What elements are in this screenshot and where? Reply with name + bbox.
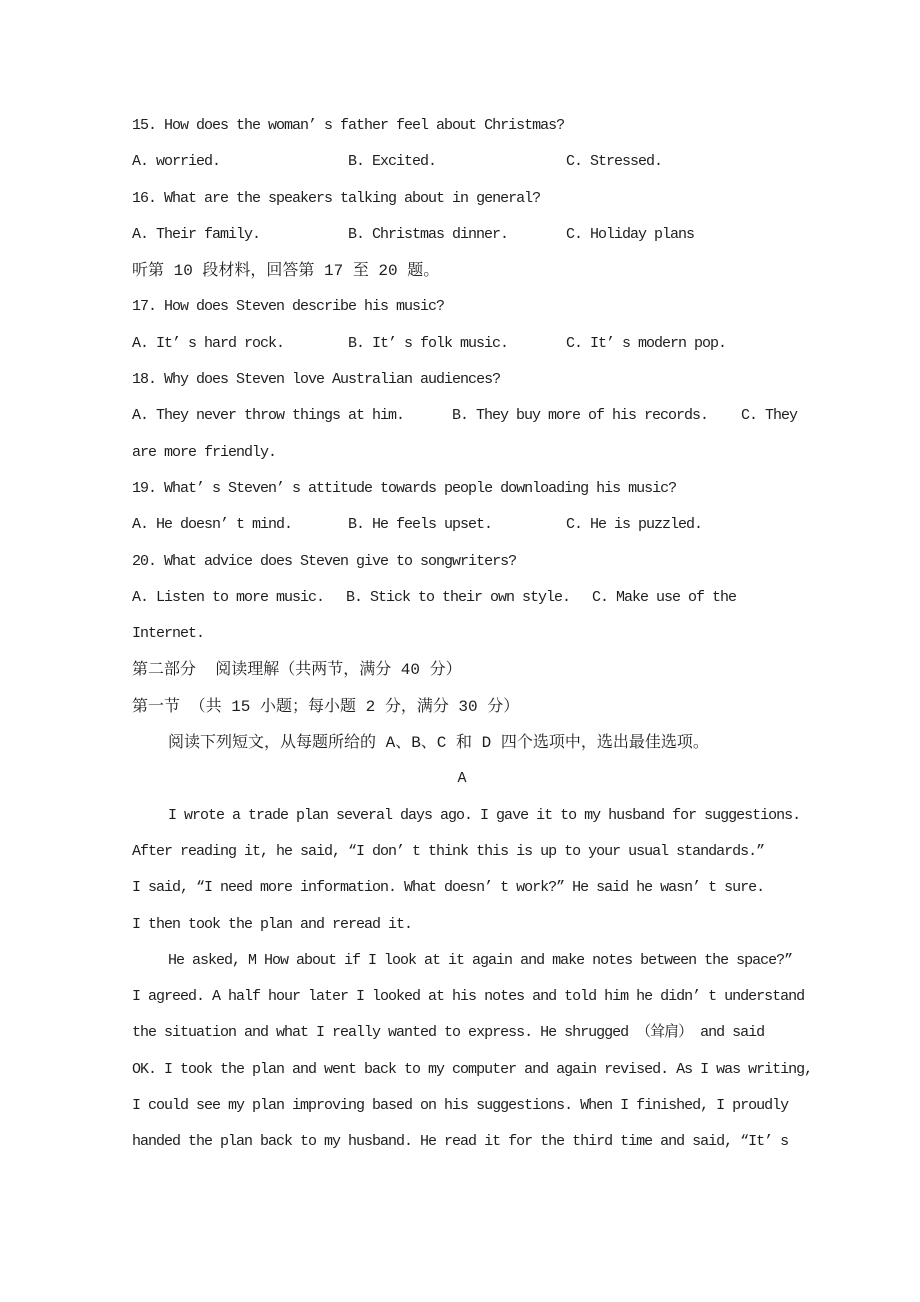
question-text-19: 19. What’ s Steven’ s attitude towards people downloading his music? [132, 479, 677, 497]
passage-line: handed the plan back to my husband. He read it for the third time and said, “It’ s [132, 1133, 789, 1151]
option-b: B. Christmas dinner. [348, 225, 509, 243]
option-c: C. It’ s modern pop. [566, 334, 727, 352]
option-a: A. Their family. [132, 225, 261, 243]
options-row-18 [132, 398, 798, 434]
reading-instructions: 阅读下列短文，从每题所给的 A、B、C 和 D 四个选项中，选出最佳选项。 [168, 734, 709, 753]
passage-line: After reading it, he said, “I don’ t think this is up to your usual standards.” [132, 842, 765, 860]
option-b: B. Excited. [348, 153, 437, 171]
option-a: A. worried. [132, 153, 221, 171]
option-a: A. They never throw things at him. [132, 407, 405, 425]
question-text-20: 20. What advice does Steven give to songwriters? [132, 552, 517, 570]
option-a: A. Listen to more music. [132, 588, 325, 606]
option-c: C. Stressed. [566, 153, 663, 171]
option-b: B. He feels upset. [348, 516, 493, 534]
option-c: C. Make use of the [592, 588, 737, 606]
passage-line: I wrote a trade plan several days ago. I gave it to my husband for suggestions. [168, 806, 801, 824]
passage-line: I then took the plan and reread it. [132, 915, 413, 933]
part2-heading: 第二部分 阅读理解（共两节，满分 40 分） [132, 661, 462, 680]
question-text-17: 17. How does Steven describe his music? [132, 298, 445, 316]
option-c: C. Holiday plans [566, 225, 695, 243]
passage-label: A [457, 770, 467, 788]
option-b: B. They buy more of his records. [452, 407, 709, 425]
options-row-15 [132, 144, 792, 180]
options-row-17 [132, 326, 792, 362]
question-text-18: 18. Why does Steven love Australian audiences? [132, 371, 501, 389]
option-c-overflow: Internet. [132, 625, 205, 643]
passage-line: the situation and what I really wanted to express. He shrugged （耸肩） and said [132, 1024, 765, 1042]
question-text-15: 15. How does the woman’ s father feel about Christmas? [132, 117, 565, 134]
exam-page [132, 108, 813, 1161]
options-row-16 [132, 217, 792, 253]
passage-line: I agreed. A half hour later I looked at his notes and told him he didn’ t understand [132, 988, 805, 1006]
option-c: C. He is puzzled. [566, 516, 703, 534]
option-a: A. It’ s hard rock. [132, 334, 285, 352]
option-a: A. He doesn’ t mind. [132, 516, 293, 534]
material-note: 听第 10 段材料，回答第 17 至 20 题。 [132, 262, 440, 281]
passage-line: I said, “I need more information. What doesn’ t work?” He said he wasn’ t sure. [132, 879, 765, 897]
options-row-20 [132, 580, 792, 616]
section1-heading: 第一节 （共 15 小题；每小题 2 分，满分 30 分） [132, 697, 520, 716]
question-text-16: 16. What are the speakers talking about in general? [132, 189, 541, 207]
passage-line: I could see my plan improving based on his suggestions. When I finished, I proudly [132, 1097, 789, 1115]
option-b: B. Stick to their own style. [346, 588, 571, 606]
option-b: B. It’ s folk music. [348, 334, 509, 352]
passage-line: He asked, M How about if I look at it again and make notes between the space?” [168, 951, 793, 969]
options-row-19 [132, 507, 792, 543]
option-c-overflow: are more friendly. [132, 443, 277, 461]
passage-line: OK. I took the plan and went back to my computer and again revised. As I was writing, [132, 1060, 813, 1078]
option-c: C. They [741, 407, 798, 425]
